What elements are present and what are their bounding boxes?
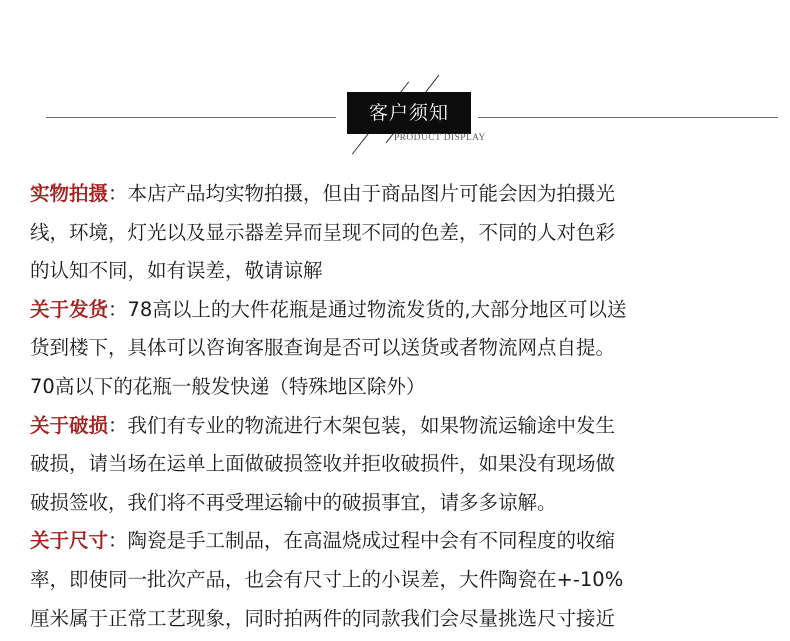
notice-line: 的认知不同，如有误差，敬请谅解: [30, 259, 323, 283]
section-label: 关于破损: [30, 413, 109, 437]
notice-line: 破损签收，我们将不再受理运输中的破损事宜，请多多谅解。: [30, 490, 557, 514]
notice-line: 率，即使同一批次产品，也会有尺寸上的小误差，大件陶瓷在+-10%: [30, 567, 624, 591]
header-right-rule: [478, 117, 778, 118]
section-text: ：我们有专业的物流进行木架包装，如果物流运输途中发生: [108, 413, 616, 437]
section-header: [0, 0, 790, 160]
notice-line: 厘米属于正常工艺现象，同时拍两件的同款我们会尽量挑选尺寸接近: [30, 606, 616, 630]
notice-line: 70高以下的花瓶一般发快递（特殊地区除外）: [30, 374, 426, 398]
section-label: 关于发货: [30, 297, 109, 321]
section-text: ：本店产品均实物拍摄，但由于商品图片可能会因为拍摄光: [108, 182, 616, 205]
notice-line: [30, 407, 772, 446]
page-subtitle: PRODUCT DISPLAY: [394, 133, 486, 143]
section-label: 实物拍摄: [30, 182, 109, 205]
notice-line: [30, 291, 772, 330]
notice-content: [30, 175, 772, 638]
header-left-rule: [46, 117, 336, 118]
notice-line: 货到楼下，具体可以咨询客服查询是否可以送货或者物流网点自提。: [30, 336, 616, 360]
page-title: 客户须知: [347, 92, 471, 134]
notice-section-photography: [30, 175, 772, 291]
section-text: ：陶瓷是手工制品，在高温烧成过程中会有不同程度的收缩: [108, 529, 616, 553]
notice-line: [30, 175, 772, 214]
notice-line: [30, 522, 772, 561]
notice-section-size: [30, 522, 772, 638]
notice-section-damage: [30, 407, 772, 523]
section-text: ：78高以上的大件花瓶是通过物流发货的,大部分地区可以送: [108, 297, 627, 321]
notice-line: 线，环境，灯光以及显示器差异而呈现不同的色差，不同的人对色彩: [30, 220, 616, 244]
notice-section-shipping: [30, 291, 772, 407]
section-label: 关于尺寸: [30, 529, 109, 553]
notice-line: 破损，请当场在运单上面做破损签收并拒收破损件，如果没有现场做: [30, 452, 616, 476]
